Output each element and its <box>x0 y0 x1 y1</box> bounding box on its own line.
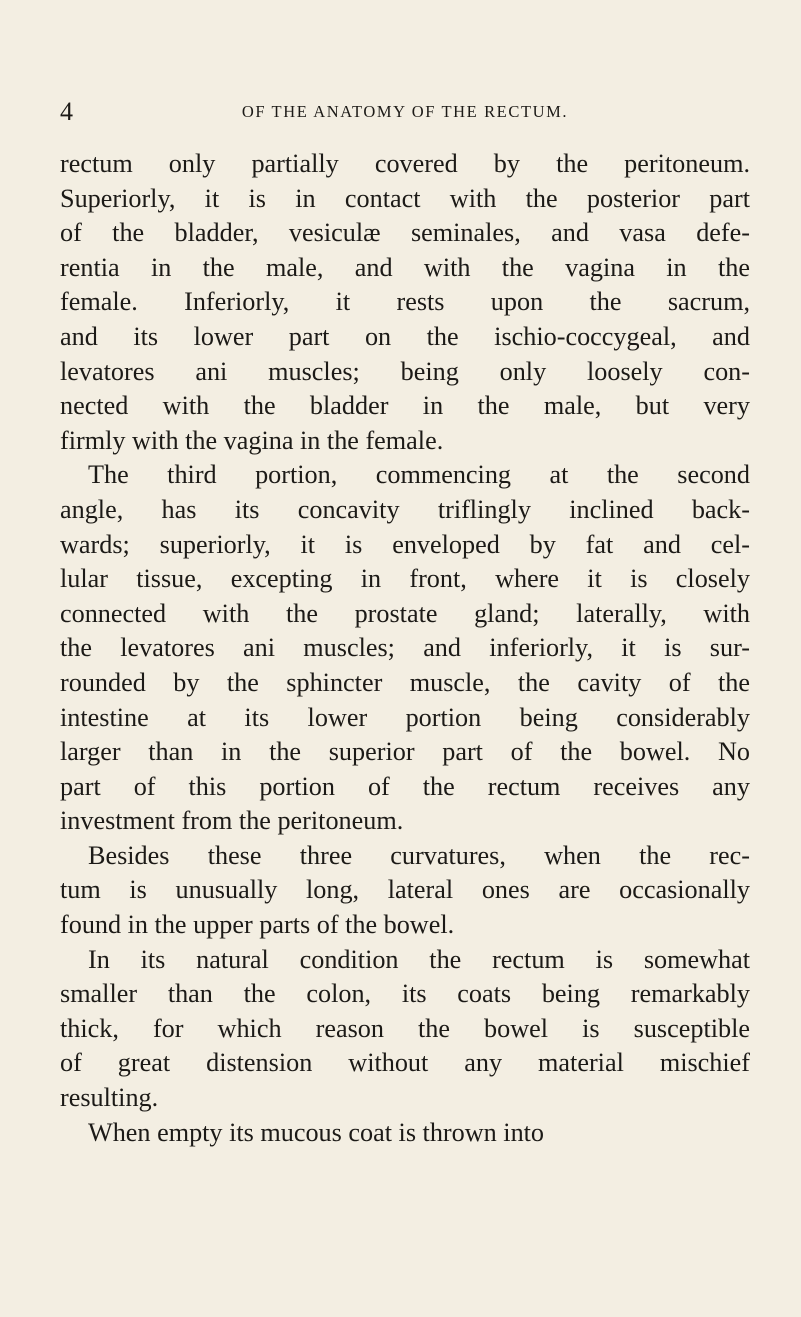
text-line: larger than in the superior part of the bowel. No <box>60 737 750 767</box>
running-head <box>60 92 750 132</box>
text-line: intestine at its lower portion being considerably <box>60 702 750 732</box>
text-line: of the bladder, vesiculæ seminales, and vasa defe- <box>60 218 750 248</box>
text-line: In its natural condition the rectum is somewhat <box>88 944 750 974</box>
text-line: smaller than the colon, its coats being remarkably <box>60 979 750 1009</box>
text-line: rentia in the male, and with the vagina in the <box>60 252 750 282</box>
body-text <box>60 147 750 1150</box>
running-title: OF THE ANATOMY OF THE RECTUM. <box>241 102 569 121</box>
text-line: and its lower part on the ischio-coccygeal, and <box>60 321 750 351</box>
text-line: part of this portion of the rectum receives any <box>60 771 750 801</box>
text-line: of great distension without any material mischief <box>60 1048 750 1078</box>
text-line: female. Inferiorly, it rests upon the sacrum, <box>60 287 750 317</box>
text-line: Superiorly, it is in contact with the posterior part <box>60 183 750 213</box>
text-line: the levatores ani muscles; and inferiorly, it is sur- <box>60 633 750 663</box>
text-line: The third portion, commencing at the second <box>88 460 750 490</box>
text-line: connected with the prostate gland; laterally, with <box>60 598 750 628</box>
text-line: When empty its mucous coat is thrown into <box>88 1117 545 1147</box>
text-line: investment from the peritoneum. <box>60 806 404 836</box>
text-line: resulting. <box>60 1083 159 1113</box>
text-line: lular tissue, excepting in front, where it is closely <box>60 564 750 594</box>
text-line: Besides these three curvatures, when the rec- <box>88 840 750 870</box>
text-line: rounded by the sphincter muscle, the cavity of the <box>60 667 750 697</box>
text-line: nected with the bladder in the male, but very <box>60 391 750 421</box>
text-line: firmly with the vagina in the female. <box>60 425 444 455</box>
text-line: found in the upper parts of the bowel. <box>60 910 455 940</box>
text-line: wards; superiorly, it is enveloped by fat and cel- <box>60 529 750 559</box>
text-line: thick, for which reason the bowel is susceptible <box>60 1013 750 1043</box>
text-line: tum is unusually long, lateral ones are occasionally <box>60 875 750 905</box>
text-line: angle, has its concavity triflingly inclined back- <box>60 494 750 524</box>
text-line: levatores ani muscles; being only loosely con- <box>60 356 750 386</box>
text-line: rectum only partially covered by the peritoneum. <box>60 149 750 178</box>
page-number: 4 <box>60 97 73 126</box>
